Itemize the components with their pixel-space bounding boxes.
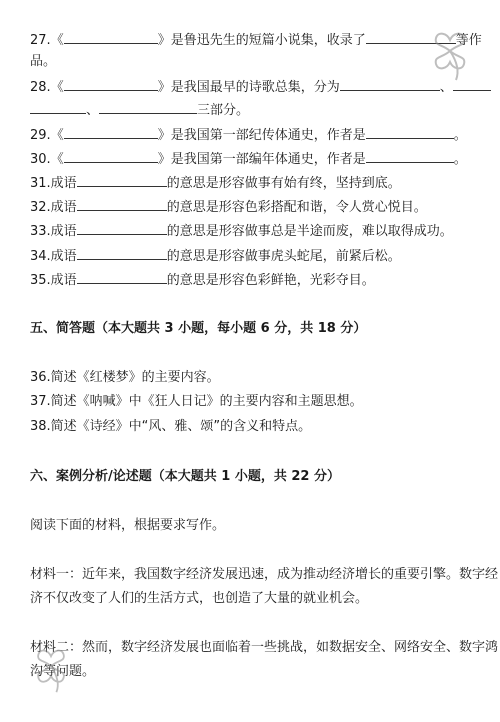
question-number: 28. (30, 80, 51, 95)
material-1-line-1: 材料一：近年来，我国数字经济发展迅速，成为推动经济增长的重要引擎。数字经 (30, 567, 499, 582)
question-34 (30, 247, 401, 265)
question-prefix: 33.成语 (30, 224, 77, 239)
question-text-end: 。 (453, 152, 467, 167)
answer-blank[interactable] (99, 101, 197, 114)
section-5-heading: 五、简答题（本大题共 3 小题，每小题 6 分，共 18 分） (30, 321, 367, 336)
four-leaf-clover-icon (420, 22, 480, 82)
question-number: 29. (30, 128, 51, 143)
question-text: 是鲁迅先生的短篇小说集，收录了 (170, 33, 366, 48)
separator-mark: 、 (86, 103, 100, 118)
question-text: 的意思是形容色彩搭配和谐，令人赏心悦目。 (166, 200, 427, 215)
question-text: 的意思是形容做事有始有终，坚持到底。 (166, 176, 401, 191)
question-27 (30, 31, 482, 49)
question-text: 品。 (30, 54, 57, 69)
question-30 (30, 150, 467, 168)
book-title-close-mark: 》 (157, 80, 171, 95)
question-text-end: 三部分。 (197, 103, 250, 118)
question-35 (30, 271, 375, 289)
question-text: 的意思是形容做事总是半途而废，难以取得成功。 (166, 224, 453, 239)
answer-blank[interactable] (77, 271, 167, 284)
answer-blank[interactable] (30, 101, 86, 114)
question-number: 30. (30, 152, 51, 167)
question-31 (30, 174, 401, 192)
book-title-close-mark: 》 (157, 152, 171, 167)
question-29 (30, 126, 467, 144)
material-2-line-2: 沟等问题。 (30, 664, 96, 679)
question-text: 是我国第一部编年体通史，作者是 (170, 152, 366, 167)
book-title-open-mark: 《 (50, 33, 64, 48)
book-title-close-mark: 》 (157, 128, 171, 143)
book-title-open-mark: 《 (50, 128, 64, 143)
question-number: 27. (30, 33, 51, 48)
question-text-end: 。 (453, 128, 467, 143)
answer-blank[interactable] (64, 31, 158, 44)
answer-blank[interactable] (77, 198, 167, 211)
question-prefix: 34.成语 (30, 249, 77, 264)
question-prefix: 31.成语 (30, 176, 77, 191)
answer-blank[interactable] (64, 150, 158, 163)
question-text: 的意思是形容做事虎头蛇尾，前紧后松。 (166, 249, 401, 264)
question-38: 38.简述《诗经》中“风、雅、颂”的含义和特点。 (30, 419, 312, 434)
question-37: 37.简述《呐喊》中《狂人日记》的主要内容和主题思想。 (30, 394, 363, 409)
question-prefix: 32.成语 (30, 200, 77, 215)
question-28-wrap (30, 101, 249, 119)
separator-mark: 、 (439, 80, 453, 95)
question-text: 的意思是形容色彩鲜艳，光彩夺目。 (166, 273, 375, 288)
book-title-open-mark: 《 (50, 152, 64, 167)
question-text: 是我国最早的诗歌总集，分为 (170, 80, 340, 95)
question-text-end: 等作 (455, 33, 482, 48)
question-27-wrap (30, 54, 56, 70)
answer-blank[interactable] (64, 78, 158, 91)
answer-blank[interactable] (366, 126, 454, 139)
question-prefix: 35.成语 (30, 273, 77, 288)
question-36: 36.简述《红楼梦》的主要内容。 (30, 370, 220, 385)
answer-blank[interactable] (64, 126, 158, 139)
book-title-close-mark: 》 (157, 33, 171, 48)
material-2-line-1: 材料二：然而，数字经济发展也面临着一些挑战，如数据安全、网络安全、数字鸿 (30, 640, 499, 655)
material-1-line-2: 济不仅改变了人们的生活方式，也创造了大量的就业机会。 (30, 591, 369, 606)
question-text: 是我国第一部纪传体通史，作者是 (170, 128, 366, 143)
answer-blank[interactable] (77, 247, 167, 260)
question-33 (30, 222, 453, 240)
four-leaf-clover-icon (24, 640, 78, 694)
answer-blank[interactable] (77, 222, 167, 235)
book-title-open-mark: 《 (50, 80, 64, 95)
question-32 (30, 198, 427, 216)
answer-blank[interactable] (77, 174, 167, 187)
answer-blank[interactable] (366, 150, 454, 163)
instruction-text: 阅读下面的材料，根据要求写作。 (30, 518, 226, 533)
section-6-heading: 六、案例分析/论述题（本大题共 1 小题，共 22 分） (30, 469, 340, 484)
